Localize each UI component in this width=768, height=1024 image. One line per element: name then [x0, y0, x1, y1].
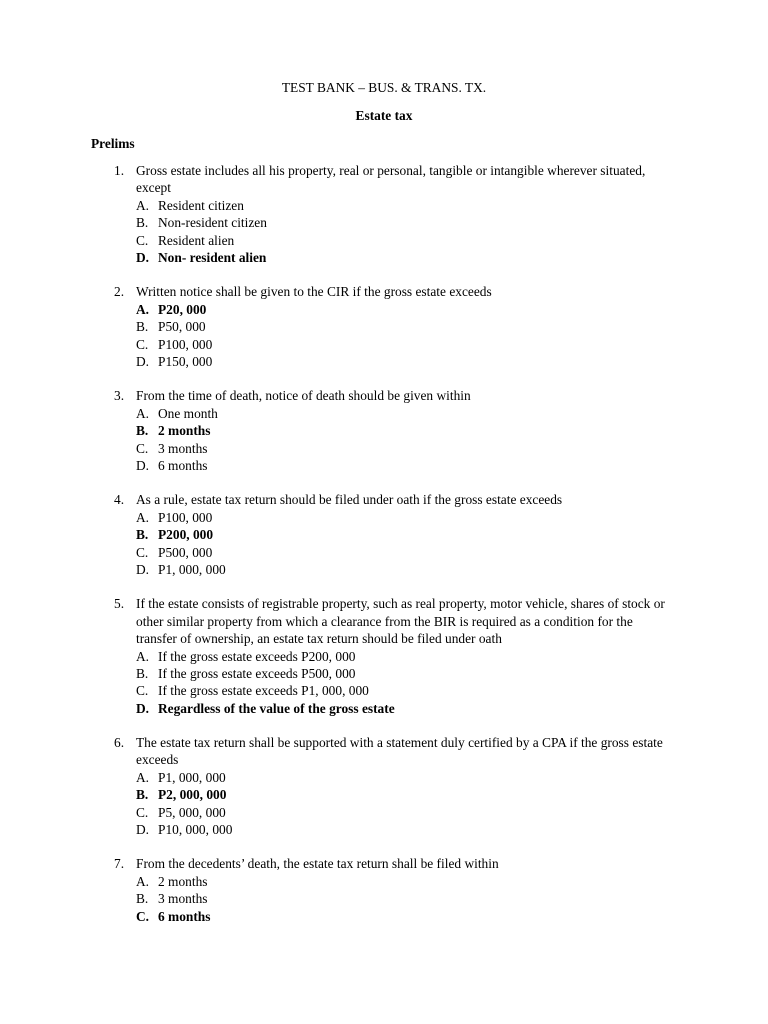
option-list — [0, 769, 768, 839]
correct-answer-option — [136, 526, 768, 543]
option-text: 6 months — [158, 457, 208, 473]
answer-option — [136, 682, 768, 699]
option-letter: B. — [136, 215, 149, 231]
correct-answer-option — [136, 786, 768, 803]
option-text: Non- resident alien — [158, 249, 267, 265]
correct-answer-option — [136, 301, 768, 318]
option-letter: B. — [136, 319, 149, 335]
option-text: 2 months — [158, 423, 211, 439]
question-item — [0, 387, 768, 474]
option-letter: A. — [136, 405, 150, 421]
question-number: 1. — [114, 163, 125, 178]
question-item — [0, 283, 768, 370]
option-text: If the gross estate exceeds P500, 000 — [158, 665, 356, 681]
option-text: One month — [158, 405, 218, 421]
option-text: P100, 000 — [158, 509, 213, 525]
question-item — [0, 734, 768, 838]
option-list — [0, 509, 768, 579]
option-text: P5, 000, 000 — [158, 804, 226, 820]
question-item — [0, 491, 768, 578]
option-text: Resident alien — [158, 232, 235, 248]
question-list — [0, 162, 768, 942]
question-text: From the time of death, notice of death should be given within — [136, 388, 471, 404]
answer-option — [136, 353, 768, 370]
option-text: Non-resident citizen — [158, 215, 267, 231]
option-letter: A. — [136, 301, 150, 317]
option-text: 2 months — [158, 873, 208, 889]
option-letter: D. — [136, 457, 150, 473]
document-title: TEST BANK – BUS. & TRANS. TX. — [281, 80, 487, 95]
option-text: P2, 000, 000 — [158, 787, 227, 803]
option-letter: C. — [136, 908, 150, 924]
question-number: 6. — [114, 735, 125, 751]
option-list — [0, 301, 768, 371]
question-text: From the decedents’ death, the estate tax return shall be filed within — [136, 856, 499, 872]
option-text: If the gross estate exceeds P200, 000 — [158, 648, 356, 664]
question-number: 3. — [114, 388, 125, 404]
option-list — [0, 648, 768, 718]
question-item — [0, 595, 768, 717]
option-letter: C. — [136, 544, 149, 560]
option-letter: C. — [136, 804, 149, 820]
correct-answer-option — [136, 249, 768, 266]
option-text: 3 months — [158, 440, 208, 456]
answer-option — [136, 873, 768, 890]
option-text: P500, 000 — [158, 544, 213, 560]
option-letter: B. — [136, 787, 149, 803]
option-letter: D. — [136, 822, 150, 838]
answer-option — [136, 665, 768, 682]
answer-option — [136, 890, 768, 907]
answer-option — [136, 544, 768, 561]
question-text: The estate tax return shall be supported with a statement duly certified by a CPA if the gross estate exceeds — [136, 735, 663, 768]
question-number: 7. — [114, 856, 125, 872]
answer-option — [136, 232, 768, 249]
option-text: 6 months — [158, 908, 211, 924]
option-text: P200, 000 — [158, 527, 214, 543]
question-number: 4. — [114, 492, 125, 508]
correct-answer-option — [136, 422, 768, 439]
answer-option — [136, 318, 768, 335]
answer-option — [136, 440, 768, 457]
option-letter: C. — [136, 683, 149, 699]
question-item — [0, 162, 768, 266]
document-subtitle: Estate tax — [355, 108, 413, 123]
option-text: P100, 000 — [158, 336, 213, 352]
option-text: P1, 000, 000 — [158, 769, 226, 785]
answer-option — [136, 197, 768, 214]
option-letter: A. — [136, 197, 150, 213]
option-letter: A. — [136, 873, 150, 889]
option-letter: D. — [136, 700, 150, 716]
answer-option — [136, 214, 768, 231]
answer-option — [136, 405, 768, 422]
option-list — [0, 197, 768, 267]
option-letter: C. — [136, 336, 149, 352]
option-list — [0, 405, 768, 475]
option-text: P20, 000 — [158, 301, 207, 317]
option-list — [0, 873, 768, 925]
answer-option — [136, 821, 768, 838]
option-text: If the gross estate exceeds P1, 000, 000 — [158, 683, 369, 699]
answer-option — [136, 648, 768, 665]
answer-option — [136, 457, 768, 474]
option-letter: D. — [136, 249, 150, 265]
option-letter: D. — [136, 561, 150, 577]
question-number: 2. — [114, 284, 125, 300]
option-text: P150, 000 — [158, 353, 213, 369]
option-letter: B. — [136, 891, 149, 907]
correct-answer-option — [136, 700, 768, 717]
option-letter: B. — [136, 423, 149, 439]
option-letter: B. — [136, 527, 149, 543]
option-text: Resident citizen — [158, 197, 244, 213]
option-text: P50, 000 — [158, 319, 206, 335]
answer-option — [136, 561, 768, 578]
option-letter: A. — [136, 769, 150, 785]
answer-option — [136, 336, 768, 353]
answer-option — [136, 769, 768, 786]
answer-option — [136, 509, 768, 526]
question-text: Written notice shall be given to the CIR if the gross estate exceeds — [136, 284, 492, 300]
option-letter: C. — [136, 232, 149, 248]
answer-option — [136, 804, 768, 821]
option-letter: C. — [136, 440, 149, 456]
option-letter: A. — [136, 648, 150, 664]
question-text: If the estate consists of registrable property, such as real property, motor vehicle, shares of stock or other similar property from which a clearance from the BIR is required as a condition for the transfer of ownership, an estate tax return should be filed under oath — [136, 596, 665, 647]
section-heading: Prelims — [91, 136, 135, 151]
question-text: Gross estate includes all his property, real or personal, tangible or intangible wherever situated, except — [136, 163, 646, 196]
question-number: 5. — [114, 596, 125, 612]
question-item — [0, 855, 768, 925]
option-text: Regardless of the value of the gross estate — [158, 700, 395, 716]
option-letter: D. — [136, 353, 150, 369]
option-text: P10, 000, 000 — [158, 822, 233, 838]
option-letter: A. — [136, 509, 150, 525]
option-text: 3 months — [158, 891, 208, 907]
option-text: P1, 000, 000 — [158, 561, 226, 577]
question-text: As a rule, estate tax return should be filed under oath if the gross estate exceeds — [136, 492, 563, 508]
option-letter: B. — [136, 665, 149, 681]
correct-answer-option — [136, 908, 768, 925]
